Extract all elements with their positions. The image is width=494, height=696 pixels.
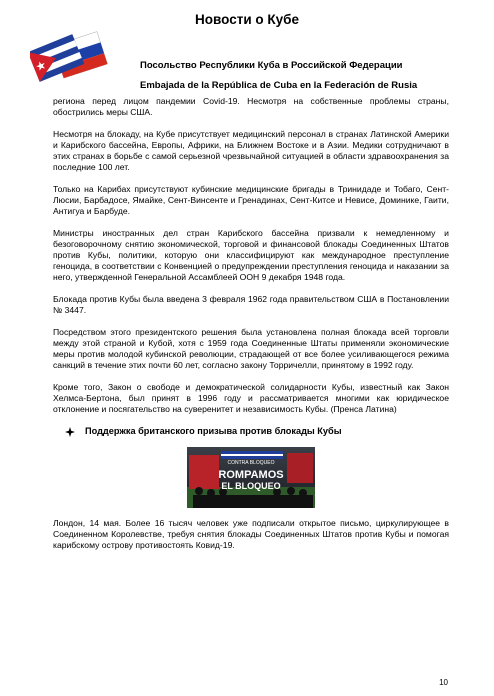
embassy-name-ru: Посольство Республики Куба в Российской Федерации [140, 60, 403, 71]
page-number: 10 [439, 678, 448, 687]
embassy-name-es: Embajada de la República de Cuba en la Federación de Rusia [140, 80, 418, 91]
paragraph: региона перед лицом пандемии Covid-19. Несмотря на собственные проблемы страны, обострились меры США. [53, 96, 449, 117]
image-caption-top: CONTRA BLOQUEO [227, 460, 275, 466]
section-heading [65, 426, 449, 437]
paragraph: Министры иностранных дел стран Карибского бассейна призвали к немедленному и безоговорочному снятию экономической, торговой и финансовой блокады Соединенных Штатов против Кубы, политики, которую они классифицируют как международное преступление геноцида, в соответствии с Конвенцией о предупреждении преступления геноцида и наказании за него, утвержденной Генеральной Ассамблеей ООН 9 декабря 1948 года. [53, 228, 449, 282]
paragraph: Несмотря на блокаду, на Кубе присутствует медицинский персонал в странах Латинской Америки и Карибского бассейна, Европы, Африки, на Ближнем Востоке и в Азии. Медики сотрудничают в этих странах в борьбе с самой серьезной чрезвычайной ситуацией в области здравоохранения за последние 100 лет. [53, 129, 449, 172]
section-heading-text: Поддержка британского призыва против блокады Кубы [85, 426, 342, 436]
photo-container [53, 447, 449, 508]
image-caption-line1: ROMPAMOS [218, 469, 284, 481]
paragraph: Лондон, 14 мая. Более 16 тысяч человек уже подписали открытое письмо, циркулирующее в Соединенном Королевстве, требуя снятия блокады Соединенных Штатов против Кубы и помогая карибскому острову противостоять Ковид-19. [53, 518, 449, 550]
paragraph: Кроме того, Закон о свободе и демократической солидарности Кубы, известный как Закон Хелмса-Бертона, был принят в 1996 году и рассматривается многими как юридическое отклонение и посягательство на суверенитет и независимость Кубы. (Пренса Латина) [53, 382, 449, 414]
diamond-bullet-icon [65, 427, 75, 437]
image-caption-line2: EL BLOQUEO [221, 481, 281, 491]
page-title: Новости о Кубе [195, 12, 299, 27]
cuba-russia-flags-emblem [30, 28, 110, 90]
paragraph: Блокада против Кубы была введена 3 февраля 1962 года правительством США в Постановлении № 3447. [53, 294, 449, 315]
blockade-protest-image [187, 447, 315, 508]
article-body [53, 96, 449, 562]
paragraph: Только на Карибах присутствуют кубинские медицинские бригады в Тринидаде и Тобаго, Сент-Люсии, Барбадосе, Ямайке, Сент-Винсенте и Гренадинах, Сент-Китсе и Невисе, Доминике, Гаити, Антигуа и Барбуде. [53, 184, 449, 216]
paragraph: Посредством этого президентского решения была установлена полная блокада всей торговли между этой страной и Кубой, хотя с 1959 года Соединенные Штаты применяли экономические меры против молодой кубинской революции, страдающей от все более усиливающегося режима санкций в течение этих почти 60 лет, согласно закону Торричелли, принятому в 1992 году. [53, 327, 449, 370]
